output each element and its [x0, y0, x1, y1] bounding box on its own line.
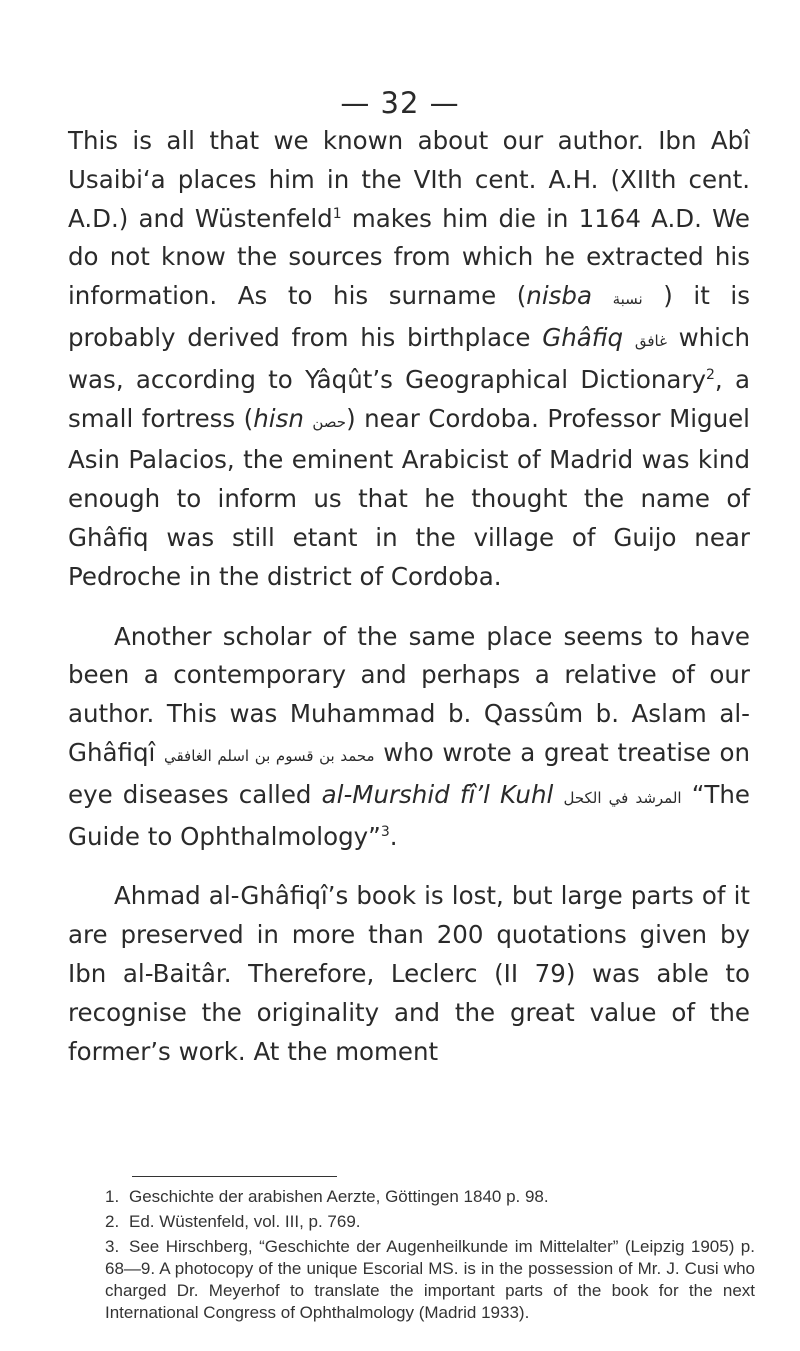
- text-run: This is all that we known about our author. Ibn Abî Usaibi‘a places him in the VIth cent. A.H. (XIIth cent. A.D.) and Wüstenfeld: [68, 126, 750, 233]
- paragraph-2: [68, 618, 750, 857]
- page-number: — 32 —: [340, 86, 460, 120]
- footnote-number: 3.: [105, 1237, 120, 1256]
- footnote-3: [105, 1236, 755, 1324]
- footnote-ref-3[interactable]: 3: [380, 823, 390, 840]
- text-run: , a small fortress (: [68, 364, 751, 433]
- text-run: Another scholar of the same place seems to have been a contemporary and perhaps a relative of our author. This was Muhammad b. Qassûm b. Aslam al-Ghâfiqî: [68, 621, 750, 767]
- text-run: which was, according to Yâqût’s Geographical Dictionary: [68, 322, 750, 394]
- body-text: [68, 122, 750, 1071]
- book-title: al-Murshid fî’l Kuhl: [321, 779, 554, 809]
- arabic-ghafiq: غافق: [634, 331, 667, 350]
- arabic-title: المرشد في الكحل: [563, 788, 682, 807]
- term-nisba: nisba: [526, 281, 592, 311]
- footnote-ref-2[interactable]: 2: [706, 366, 715, 383]
- footnote-2: [105, 1211, 755, 1233]
- arabic-hisn: حصن: [312, 412, 347, 431]
- text-run: .: [389, 821, 398, 851]
- text-run: who wrote a great treatise on eye diseases called: [68, 737, 751, 809]
- text-run: makes him die in 1164 A.D. We do not know the sources from which he extracted his information. As to his surname (: [68, 203, 751, 311]
- footnote-ref-1[interactable]: 1: [332, 205, 342, 222]
- arabic-name: محمد بن قسوم بن اسلم الغافقي: [163, 746, 375, 765]
- footnote-divider: [132, 1176, 337, 1177]
- text-run: ) it is probably derived from his birthplace: [68, 281, 750, 352]
- text-run: ) near Cordoba. Professor Miguel Asin Palacios, the eminent Arabicist of Madrid was kind enough to inform us that he thought the name of Ghâfiq was still etant in the village of Guijo near Pedroche in the district of Cordoba.: [68, 403, 750, 591]
- arabic-nisba: نسبة: [612, 290, 643, 309]
- paragraph-3: [68, 877, 750, 1071]
- footnote-text: Ed. Wüstenfeld, vol. III, p. 769.: [129, 1212, 361, 1231]
- footnote-number: 1.: [105, 1187, 120, 1206]
- footnote-1: [105, 1186, 755, 1208]
- term-hisn: hisn: [253, 403, 304, 433]
- footnote-text: See Hirschberg, “Geschichte der Augenheilkunde im Mittelalter” (Leipzig 1905) p. 68—9. A photocopy of the unique Escorial MS. is in the possession of Mr. J. Cusi who charged Dr. Meyerhof to translate the important parts of the book for the next International Congress of Ophthalmology (Madrid 1933).: [105, 1237, 755, 1322]
- text-run: Ahmad al-Ghâfiqî’s book is lost, but large parts of it are preserved in more than 200 quotations given by Ibn al-Baitâr. Therefore, Leclerc (II 79) was able to recognise the originality and the great value of the former’s work. At the moment: [68, 881, 750, 1066]
- footnote-text: Geschichte der arabishen Aerzte, Göttingen 1840 p. 98.: [129, 1187, 549, 1206]
- paragraph-1: [68, 122, 750, 597]
- footnote-number: 2.: [105, 1212, 120, 1231]
- place-ghafiq: Ghâfiq: [542, 322, 624, 352]
- footnotes: [105, 1186, 755, 1327]
- text-run: “The Guide to Ophthalmology”: [68, 779, 750, 851]
